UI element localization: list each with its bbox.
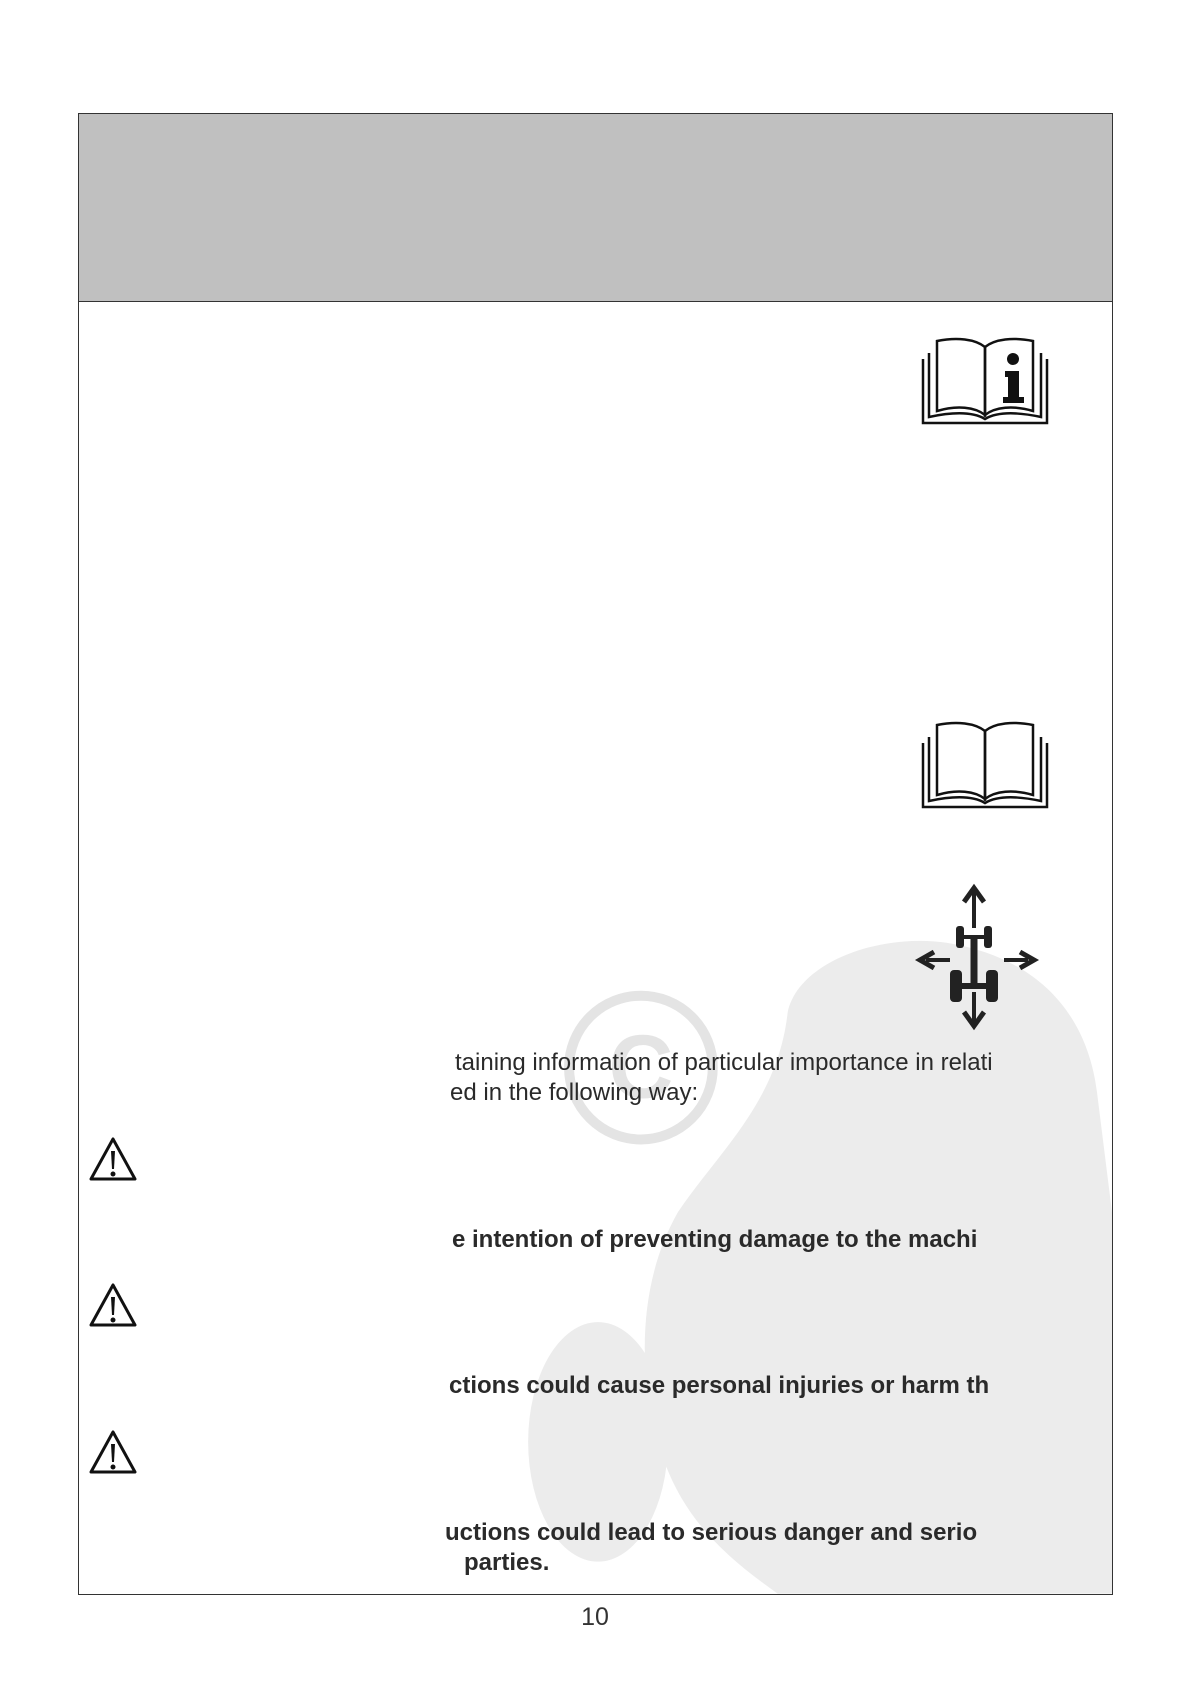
page-frame bbox=[78, 113, 1113, 1595]
page-number: 10 bbox=[581, 1603, 609, 1631]
warning-triangle-icon bbox=[87, 1135, 139, 1183]
warning-triangle-icon bbox=[87, 1281, 139, 1329]
open-book-icon bbox=[917, 717, 1053, 813]
notice-1-text: e intention of preventing damage to the machi bbox=[452, 1226, 978, 1253]
info-text-line-1: taining information of particular importance in relati bbox=[455, 1049, 993, 1076]
warning-triangle-icon bbox=[87, 1428, 139, 1476]
notice-3-text-line-2: parties. bbox=[464, 1549, 550, 1576]
notice-3-text-line-1: uctions could lead to serious danger and serio bbox=[445, 1519, 978, 1546]
book-info-icon bbox=[917, 331, 1053, 431]
info-text-line-2: ed in the following way: bbox=[450, 1079, 699, 1106]
notice-2-text: ctions could cause personal injuries or harm th bbox=[449, 1372, 990, 1399]
svg-text:C: C bbox=[608, 1017, 674, 1118]
four-wheel-steering-icon bbox=[912, 882, 1042, 1032]
